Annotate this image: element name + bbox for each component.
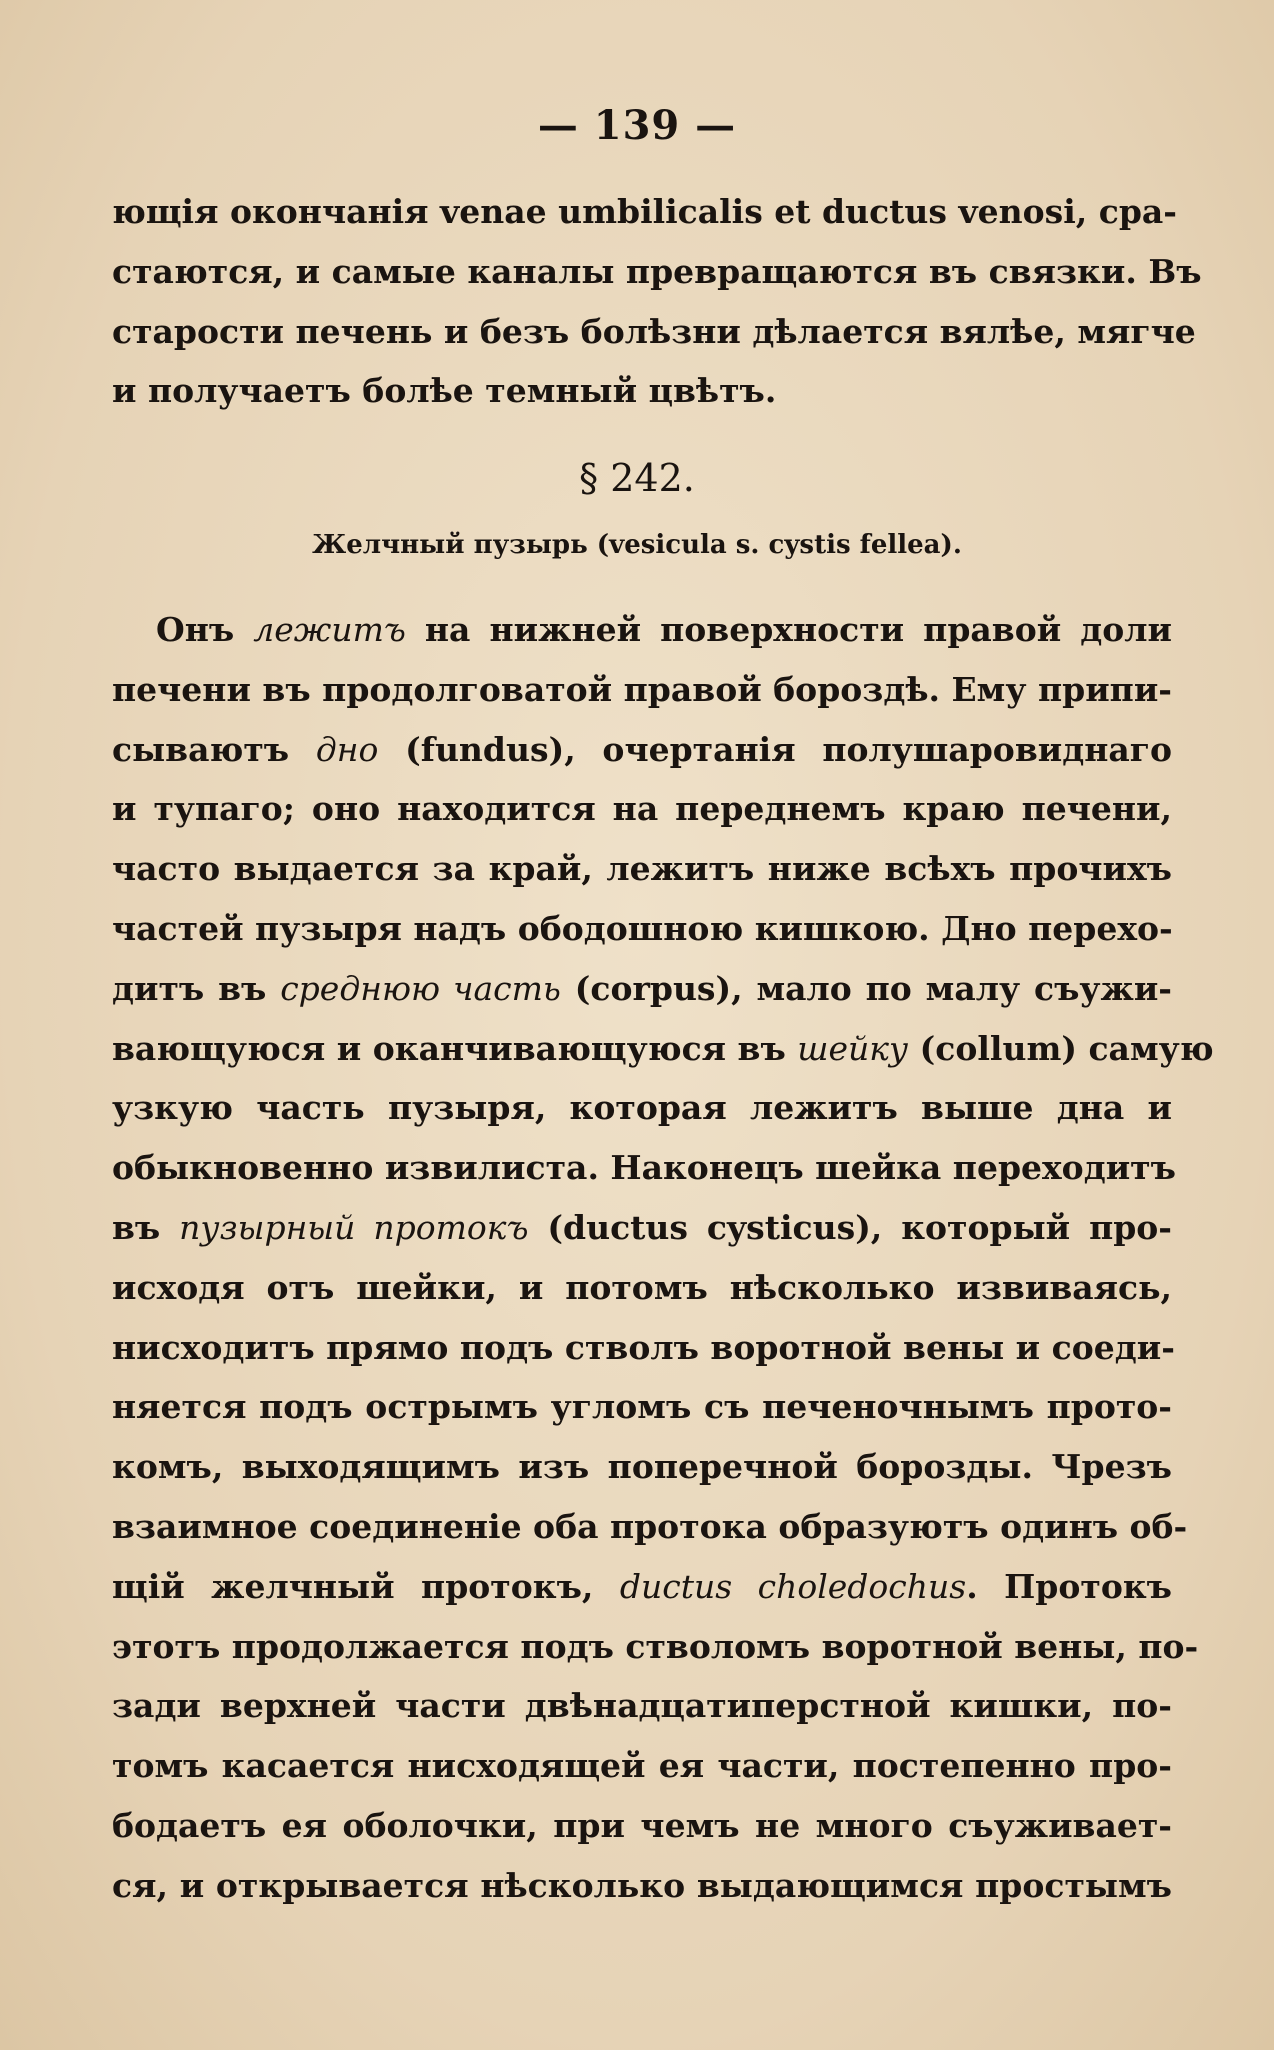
text-segment: ся, и открывается нѣсколько выдающимся простымъ bbox=[112, 1865, 1172, 1905]
italic-term: ductus choledochus bbox=[619, 1566, 967, 1606]
text-segment: на нижней поверхности правой доли bbox=[405, 610, 1172, 649]
text-segment: печени въ продолговатой правой бороздѣ. Ему припи- bbox=[112, 669, 1172, 709]
text-segment: частей пузыря надъ ободошною кишкою. Дно перехо- bbox=[112, 908, 1173, 948]
text-line: стаются, и самые каналы превращаются въ связки. Въ bbox=[112, 251, 1202, 291]
text-segment: обыкновенно извилиста. Наконецъ шейка переходитъ bbox=[112, 1148, 1176, 1188]
text-line bbox=[112, 600, 1172, 660]
text-line bbox=[112, 1557, 1172, 1617]
text-segment: и тупаго; оно находится на переднемъ краю печени, bbox=[112, 789, 1172, 829]
text-line bbox=[112, 1796, 1172, 1856]
text-segment: Онъ bbox=[156, 610, 254, 649]
text-segment: зади верхней части двѣнадцатиперстной кишки, по- bbox=[112, 1686, 1172, 1726]
text-segment: щій желчный протокъ, bbox=[112, 1566, 620, 1606]
text-line bbox=[112, 720, 1172, 780]
text-line: и получаетъ болѣе темный цвѣтъ. bbox=[112, 371, 777, 411]
text-line bbox=[112, 779, 1172, 839]
text-segment: сываютъ bbox=[112, 729, 316, 769]
text-line bbox=[112, 1617, 1199, 1677]
text-segment: няется подъ острымъ угломъ съ печеночнымъ прото- bbox=[112, 1387, 1172, 1427]
text-segment: узкую часть пузыря, которая лежитъ выше дна и bbox=[112, 1088, 1172, 1128]
intro-paragraph bbox=[112, 182, 1202, 421]
text-segment: въ bbox=[112, 1207, 180, 1247]
page-number: — 139 — bbox=[537, 102, 737, 149]
text-line bbox=[112, 1437, 1172, 1497]
text-line: ющія окончанія venae umbilicalis et ductus venosi, сра- bbox=[112, 192, 1177, 231]
text-line bbox=[112, 959, 1172, 1019]
text-segment: томъ касается нисходящей ея части, постепенно про- bbox=[112, 1746, 1172, 1786]
text-segment: исходя отъ шейки, и потомъ нѣсколько извиваясь, bbox=[112, 1267, 1172, 1307]
text-line bbox=[112, 660, 1172, 720]
text-segment: дитъ въ bbox=[112, 968, 281, 1008]
text-line bbox=[112, 1078, 1172, 1138]
text-line bbox=[112, 1138, 1176, 1198]
text-segment: (corpus), мало по малу съужи- bbox=[560, 968, 1173, 1008]
text-line bbox=[112, 1497, 1188, 1557]
section-sign: § 242. bbox=[579, 456, 695, 500]
section-heading: Желчный пузырь (vesicula s. cystis fellea). bbox=[312, 530, 962, 560]
italic-term: среднюю часть bbox=[280, 968, 561, 1008]
italic-term: пузырный протокъ bbox=[179, 1207, 529, 1247]
text-segment: часто выдается за край, лежитъ ниже всѣхъ прочихъ bbox=[112, 849, 1172, 889]
text-line bbox=[112, 1198, 1172, 1258]
text-segment: (fundus), очертанія полушаровиднаго bbox=[378, 729, 1172, 769]
body-paragraph bbox=[112, 600, 1214, 1916]
text-line bbox=[112, 839, 1172, 899]
italic-term: лежитъ bbox=[253, 610, 406, 649]
text-line bbox=[112, 899, 1172, 959]
text-segment: комъ, выходящимъ изъ поперечной борозды. Чрезъ bbox=[112, 1447, 1172, 1487]
text-segment: этотъ продолжается подъ стволомъ воротной вены, по- bbox=[112, 1626, 1199, 1666]
text-segment: вающуюся и оканчивающуюся въ bbox=[112, 1028, 798, 1068]
text-line bbox=[112, 1856, 1172, 1916]
text-line: старости печень и безъ болѣзни дѣлается вялѣе, мягче bbox=[112, 311, 1196, 351]
text-segment: . Протокъ bbox=[966, 1566, 1172, 1606]
text-line bbox=[112, 1258, 1172, 1318]
text-segment: бодаетъ ея оболочки, при чемъ не много съуживает- bbox=[112, 1805, 1172, 1845]
text-segment: взаимное соединеніе оба протока образуютъ одинъ об- bbox=[112, 1506, 1188, 1546]
text-line bbox=[112, 1318, 1175, 1378]
text-segment: (collum) самую bbox=[908, 1028, 1214, 1068]
italic-term: дно bbox=[315, 729, 379, 769]
italic-term: шейку bbox=[797, 1028, 909, 1068]
text-segment: нисходитъ прямо подъ стволъ воротной вены и соеди- bbox=[112, 1327, 1175, 1367]
text-segment: (ductus cysticus), который про- bbox=[528, 1207, 1173, 1247]
text-line bbox=[112, 1736, 1172, 1796]
text-line bbox=[112, 1019, 1214, 1079]
text-line bbox=[112, 1676, 1172, 1736]
text-line bbox=[112, 1377, 1172, 1437]
